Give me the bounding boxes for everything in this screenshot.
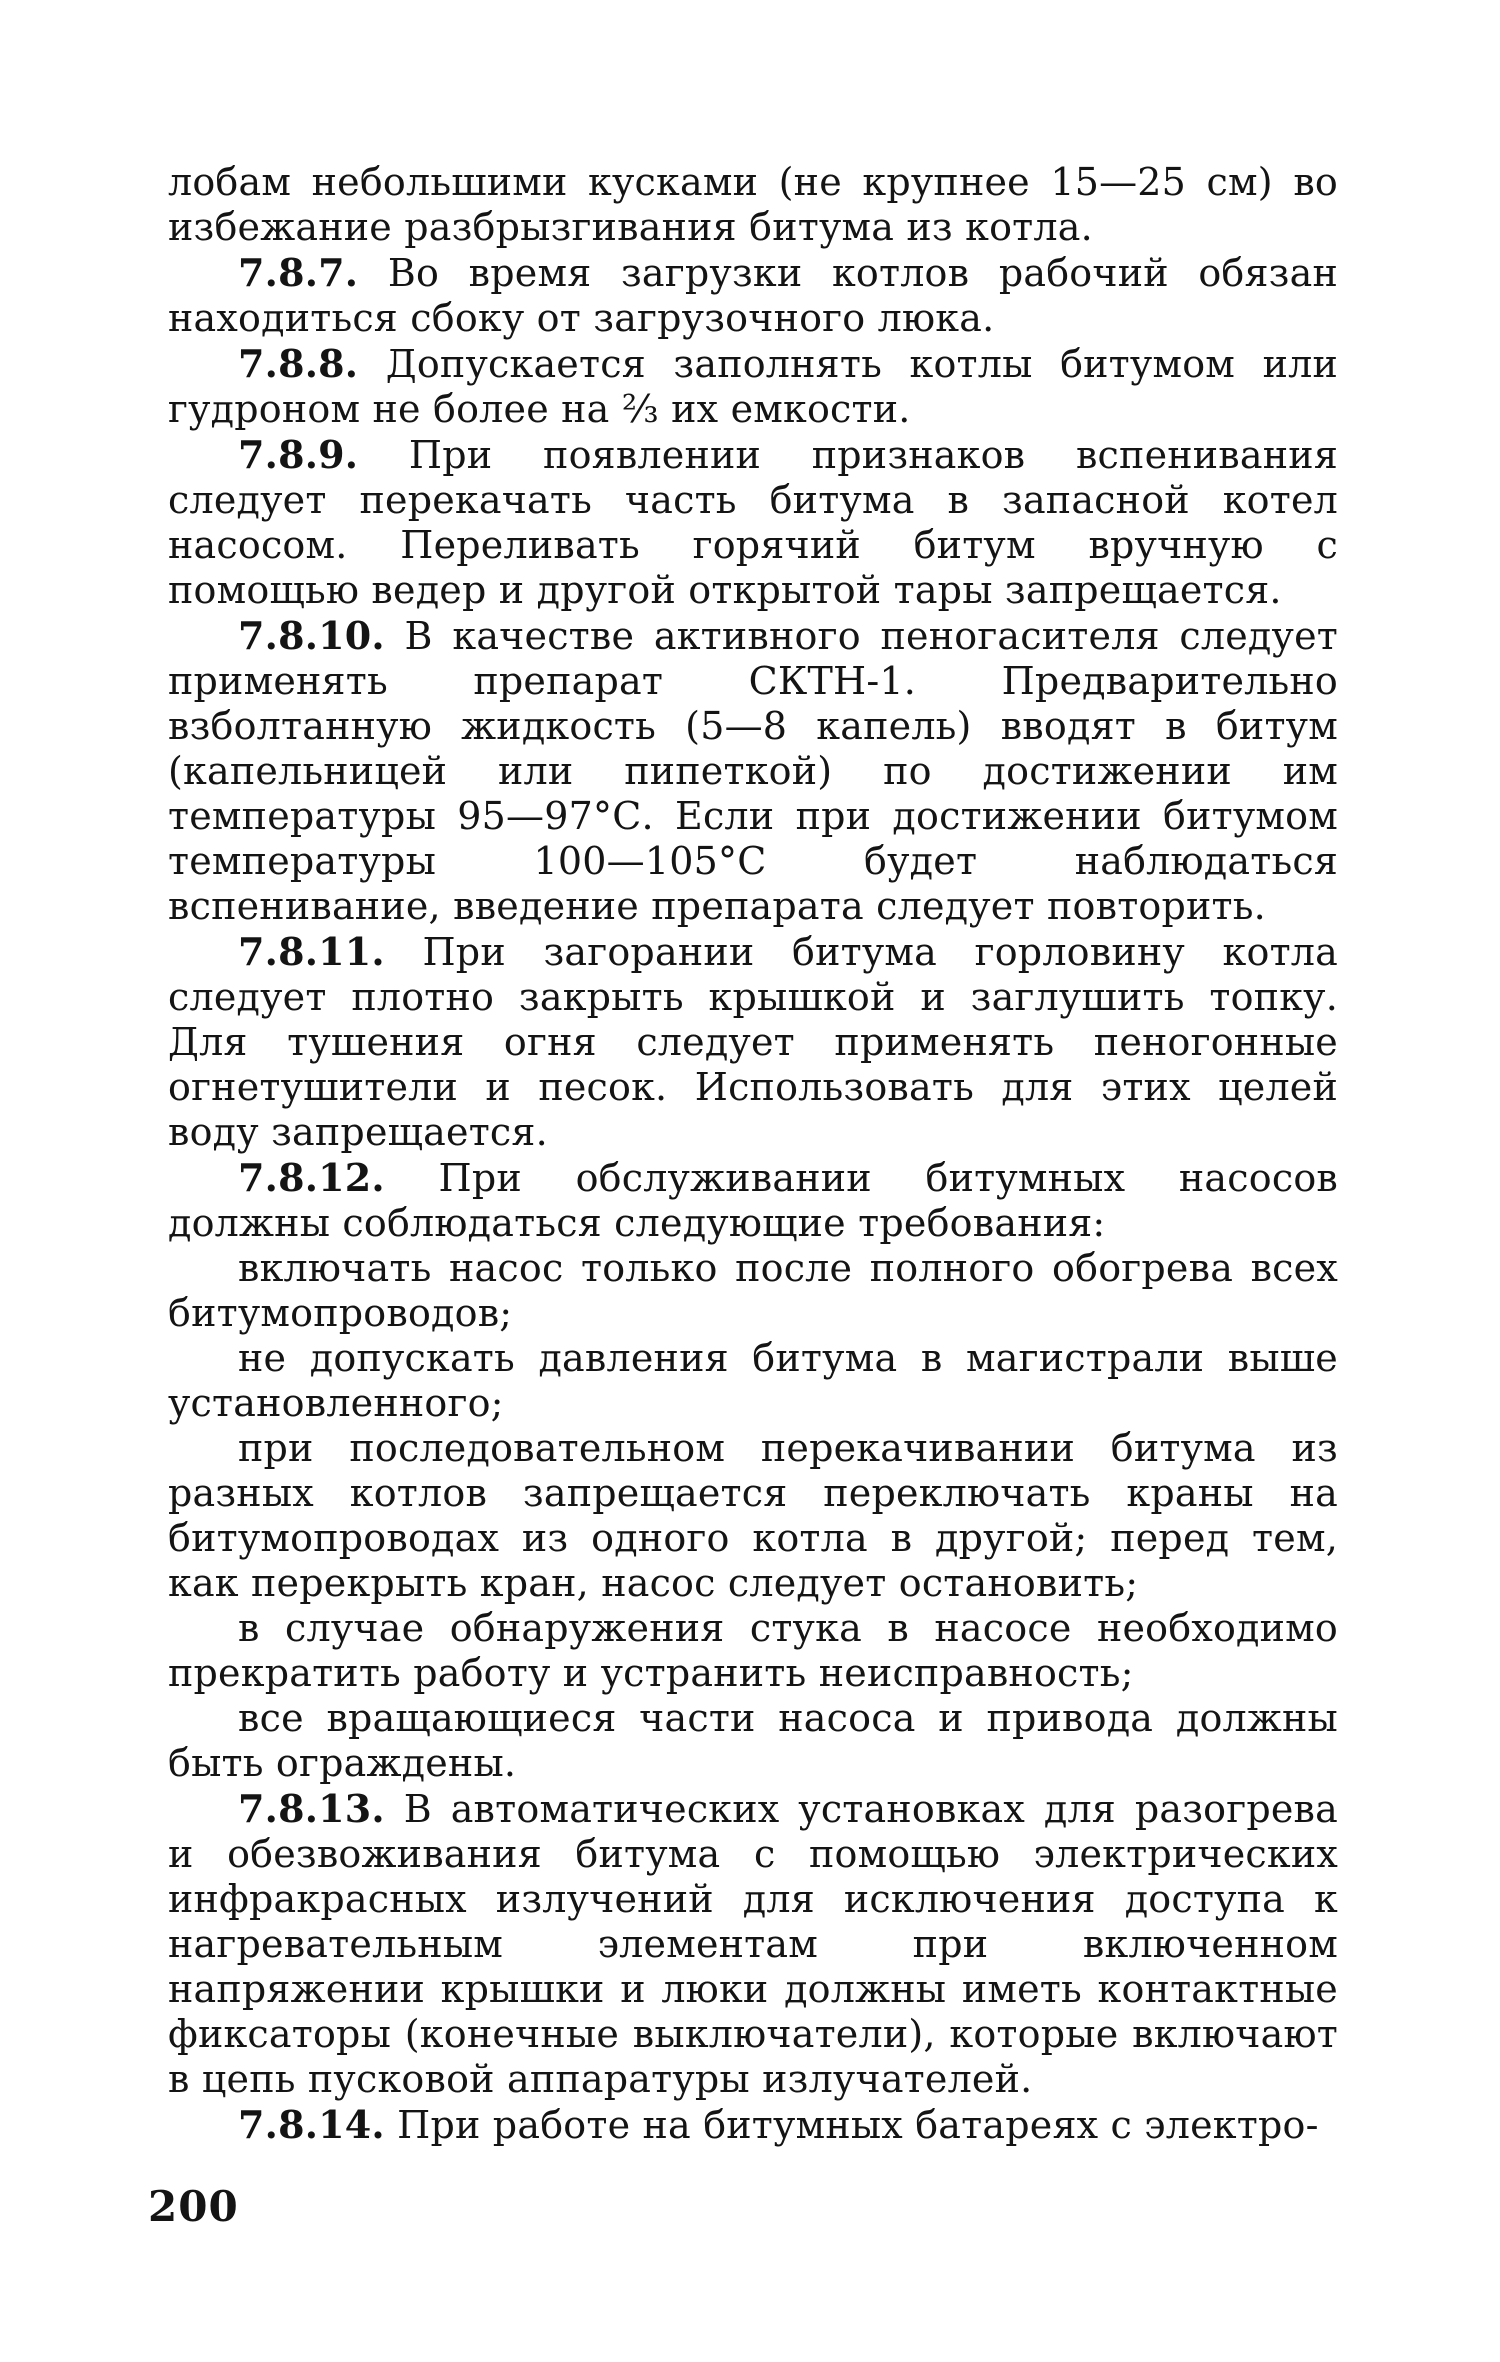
requirement-item: включать насос только после полного обогрева всех битумопроводов;	[168, 1246, 1338, 1335]
requirement-item: при последовательном перекачивании битума из разных котлов запрещается переключать краны на битумопроводах из одного котла в другой; перед тем, как перекрыть кран, насос следует остановить;	[168, 1426, 1338, 1605]
requirement-item: в случае обнаружения стука в насосе необходимо прекратить работу и устранить неисправность;	[168, 1606, 1338, 1695]
paragraph-7-8-14: 7.8.14. При работе на битумных батареях с электро-	[238, 2102, 1319, 2147]
requirement-item: не допускать давления битума в магистрали выше установленного;	[168, 1336, 1338, 1425]
paragraph-7-8-13: 7.8.13. В автоматических установках для разогрева и обезвоживания битума с помощью электрических инфракрасных излучений для исключения доступа к нагревательным элементам при включенном напряжении крышки и люки должны иметь контактные фиксаторы (конечные выключатели), которые включают в цепь пусковой аппаратуры излучателей.	[168, 1786, 1338, 2101]
paragraph-7-8-9: 7.8.9. При появлении признаков вспенивания следует перекачать часть битума в запасной котел насосом. Переливать горячий битум вручную с помощью ведер и другой открытой тары запрещается.	[168, 432, 1338, 612]
clause-number: 7.8.14.	[238, 2102, 385, 2147]
clause-number: 7.8.9.	[238, 432, 359, 477]
clause-number: 7.8.10.	[238, 613, 385, 658]
requirement-item: все вращающиеся части насоса и привода должны быть ограждены.	[168, 1696, 1338, 1785]
paragraph-continuation: лобам небольшими кусками (не крупнее 15—25 см) во избежание разбрызгивания битума из котла.	[168, 160, 1338, 249]
paragraph-7-8-12: 7.8.12. При обслуживании битумных насосов должны соблюдаться следующие требования:	[168, 1155, 1338, 1245]
paragraph-7-8-8: 7.8.8. Допускается заполнять котлы битумом или гудроном не более на ⅔ их емкости.	[168, 341, 1338, 431]
page-number: 200	[148, 2182, 239, 2231]
clause-number: 7.8.8.	[238, 341, 359, 386]
paragraph-7-8-7: 7.8.7. Во время загрузки котлов рабочий обязан находиться сбоку от загрузочного люка.	[168, 250, 1338, 340]
clause-number: 7.8.11.	[238, 929, 385, 974]
clause-number: 7.8.13.	[238, 1786, 385, 1831]
clause-number: 7.8.12.	[238, 1155, 385, 1200]
body-text	[168, 160, 1338, 2148]
paragraph-7-8-11: 7.8.11. При загорании битума горловину котла следует плотно закрыть крышкой и заглушить топку. Для тушения огня следует применять пеногонные огнетушители и песок. Использовать для этих целей воду запрещается.	[168, 929, 1338, 1154]
clause-number: 7.8.7.	[238, 250, 359, 295]
paragraph-7-8-10: 7.8.10. В качестве активного пеногасителя следует применять препарат СКТН-1. Предварительно взболтанную жидкость (5—8 капель) вводят в битум (капельницей или пипеткой) по достижении им температуры 95—97°С. Если при достижении битумом температуры 100—105°С будет наблюдаться вспенивание, введение препарата следует повторить.	[168, 613, 1338, 928]
